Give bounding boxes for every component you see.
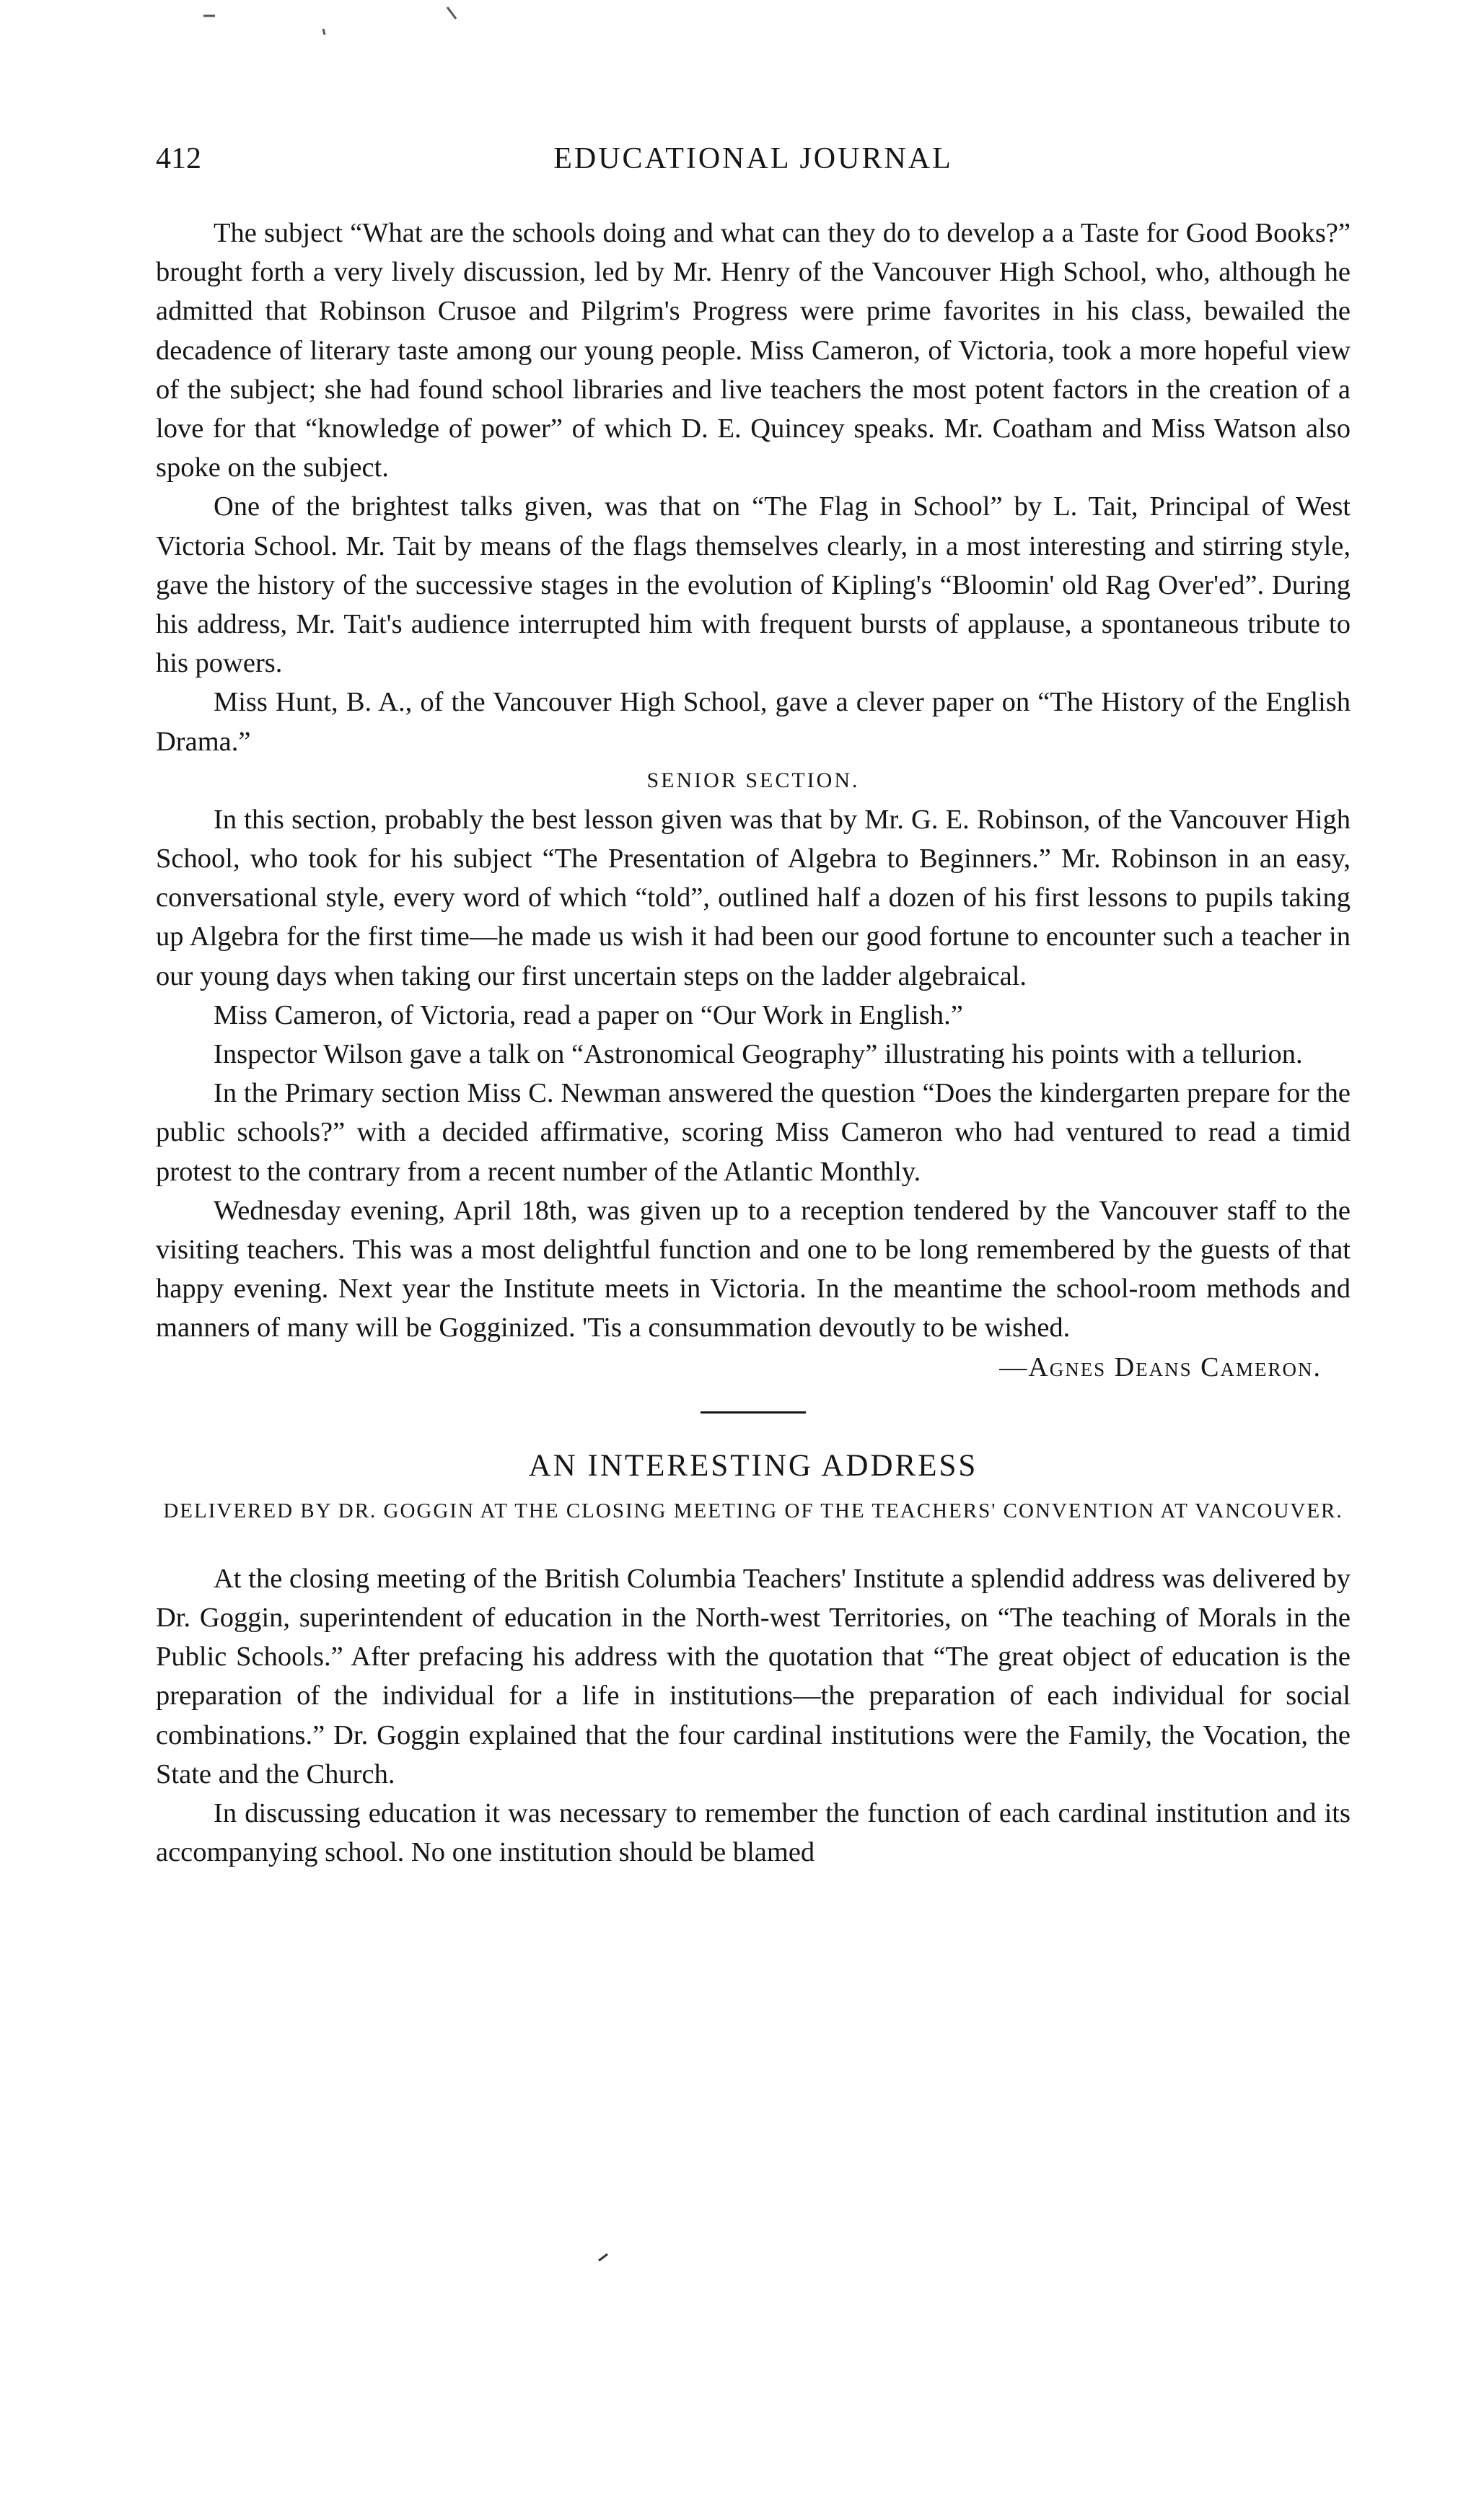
section-divider <box>701 1411 806 1414</box>
paragraph-work-in-english: Miss Cameron, of Victoria, read a paper on “Our Work in English.” <box>214 999 963 1030</box>
journal-title: EDUCATIONAL JOURNAL <box>553 142 953 175</box>
article-subtitle: DELIVERED BY DR. GOGGIN AT THE CLOSING MEETING OF THE TEACHERS' CONVENTION AT VANCOUVER. <box>163 1499 1343 1522</box>
paragraph-kindergarten: In the Primary section Miss C. Newman answered the question “Does the kindergarten prepare for the public schools?” with a decided affirmative, scoring Miss Cameron who had ventured to read a timid protest to the contrary from a recent number of the Atlantic Monthly. <box>156 1078 1351 1187</box>
paragraph-cardinal-institution: In discussing education it was necessary to remember the function of each cardinal institution and its accompanying school. No one institution should be blamed <box>156 1797 1351 1868</box>
paragraph-english-drama: Miss Hunt, B. A., of the Vancouver High School, gave a clever paper on “The History of the English Drama.” <box>156 687 1351 757</box>
paragraph-reception: Wednesday evening, April 18th, was given up to a reception tendered by the Vancouver staff to the visiting teachers. This was a most delightful function and one to be long remembered by the guests of that happy evening. Next year the Institute meets in Victoria. In the meantime the school-room methods and manners of many will be Gogginized. 'Tis a consummation devoutly to be wished. <box>156 1195 1351 1344</box>
paragraph-astronomical-geography: Inspector Wilson gave a talk on “Astronomical Geography” illustrating his points with a tellurion. <box>214 1039 1303 1070</box>
scan-speck <box>447 7 456 19</box>
paragraph-flag-in-school: One of the brightest talks given, was that on “The Flag in School” by L. Tait, Principal of West Victoria School. Mr. Tait by means of the flags themselves clearly, in a most interesting and stirring style, gave the history of the successive stages in the evolution of Kipling's “Bloomin' old Rag Over'ed”. During his address, Mr. Tait's audience interrupted him with frequent bursts of applause, a spontaneous tribute to his powers. <box>156 491 1351 679</box>
author-signature: —Agnes Deans Cameron. <box>999 1351 1322 1382</box>
article-title: AN INTERESTING ADDRESS <box>528 1448 978 1483</box>
running-head <box>156 141 1351 185</box>
paragraph-closing-meeting: At the closing meeting of the British Columbia Teachers' Institute a splendid address was delivered by Dr. Goggin, superintendent of education in the North-west Territories, on “The teaching of Morals in the Public Schools.” After prefacing his address with the quotation that “The great object of education is the preparation of the individual for a life in institutions—the preparation of each individual for social combinations.” Dr. Goggin explained that the four cardinal institutions were the Family, the Vocation, the State and the Church. <box>156 1563 1351 1789</box>
page-body <box>156 214 1351 1872</box>
senior-section-heading: SENIOR SECTION. <box>646 768 860 792</box>
paragraph-good-books: The subject “What are the schools doing and what can they do to develop a a Taste for Good Books?” brought forth a very lively discussion, led by Mr. Henry of the Vancouver High School, who, although he admitted that Robinson Crusoe and Pilgrim's Progress were prime favorites in his class, bewailed the decadence of literary taste among our young people. Miss Cameron, of Victoria, took a more hopeful view of the subject; she had found school libraries and live teachers the most potent factors in the creation of a love for that “knowledge of power” of which D. E. Quincey speaks. Mr. Coatham and Miss Watson also spoke on the subject. <box>156 218 1351 483</box>
paragraph-algebra-lesson: In this section, probably the best lesson given was that by Mr. G. E. Robinson, of the Vancouver High School, who took for his subject “The Presentation of Algebra to Beginners.” Mr. Robinson in an easy, conversational style, every word of which “told”, outlined half a dozen of his first lessons to pupils taking up Algebra for the first time—he made us wish it had been our good fortune to encounter such a teacher in our young days when taking our first uncertain steps on the ladder algebraical. <box>156 804 1351 991</box>
page-number: 412 <box>156 142 201 175</box>
scan-speck <box>323 29 325 35</box>
scan-speck <box>599 2254 607 2261</box>
